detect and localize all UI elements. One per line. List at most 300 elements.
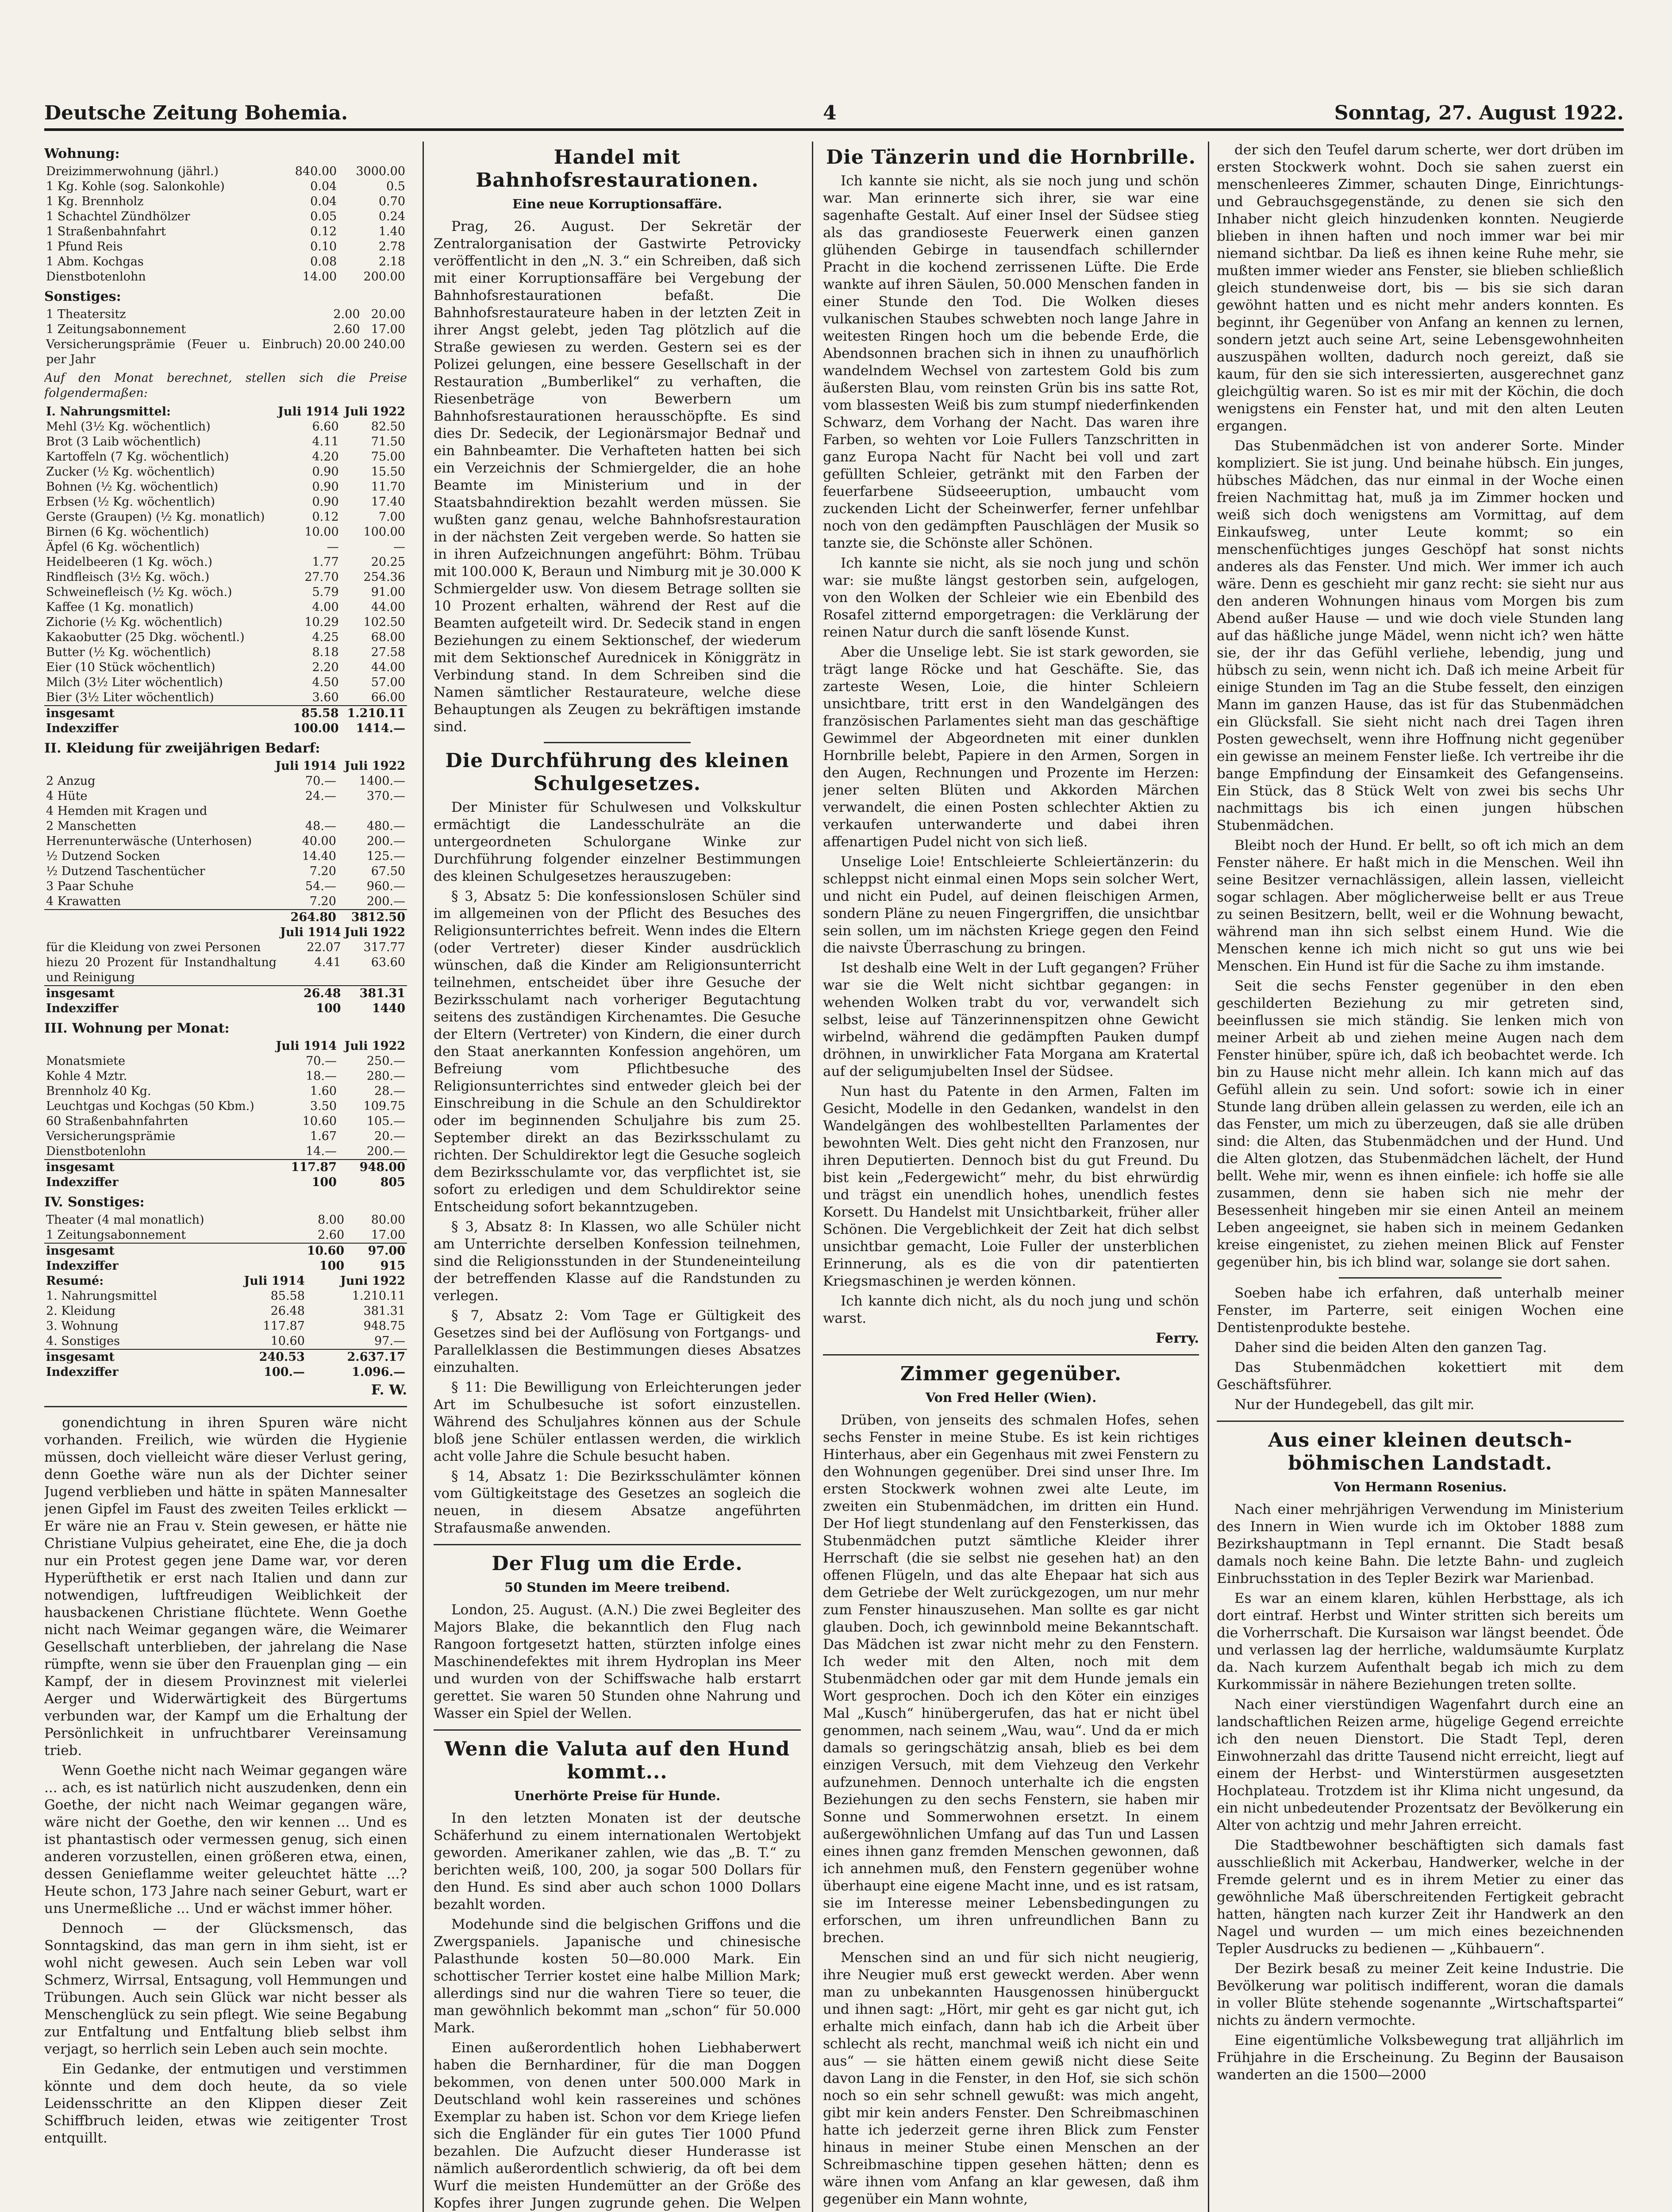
row-value: 20.25 [371,555,405,569]
row-label: 4 Hüte [46,789,88,803]
table-row [44,570,407,585]
paragraph: § 14, Absatz 1: Die Bezirksschulämter können vom Gültigkeitstage des Gesetzes an sogleich die neuen, in diesem Absatze angeführten Strafausmaße anwenden. [434,1468,801,1536]
article-body [44,1414,407,2147]
table-row [44,224,407,239]
table-row [44,940,407,955]
column-header: Juli 1922 [344,1039,405,1053]
row-value: 102.50 [363,615,405,629]
row-value: 27.70 [304,570,339,584]
paragraph: Daher sind die beiden Alten den ganzen Tag. [1234,1340,1547,1356]
table-row [44,209,407,224]
row-value: 254.36 [363,570,405,584]
row-value: 840.00 [295,165,337,178]
column-header: Juli 1922 [344,405,405,419]
row-label: für die Kleidung von zwei Personen [46,941,261,954]
headline: Zimmer gegenüber. [900,1363,1122,1385]
table-note: Auf den Monat berechnet, stellen sich die Preise folgendermaßen: [44,371,407,400]
row-value: 200.00 [363,270,405,284]
table-row [44,510,407,525]
row-value: 200.— [366,834,405,848]
paragraph: Drüben, von jenseits des schmalen Hofes, sehen sechs Fenster in meine Stube. Es ist kein richtiges Hinterhaus, aber ein Gegenhaus mit zwei Fenstern zu den Wohnungen gegenüber. Drei sind unser Ihre. Im ersten Stockwerk wohnen zwei alte Leute, im zweiten ein Stubenmädchen, im dritten ein Hund. Der Hof liegt stundenlang auf den Fensterkissen, das Stubenmädchen putzt sämtliche Kleider ihrer Herrschaft (die sie selbst nie gesehen hat) an den offenen Flügeln, und das alte Ehepaar hat sich aus dem Getriebe der Welt zurückgezogen, um nur mehr zum Fenster hinauszusehen. Man sollte es gar nicht glauben. Doch, ich gewinnbold meine Bekanntschaft. Das Mädchen ist zwar nicht mehr zu den Fenstern. Ich weder mit den Alten, noch mit dem Stubenmädchen oder gar mit dem Hunde jemals ein Wort gesprochen. Doch ich den Köter ein einziges Mal „Kusch“ hinübergerufen, das hat er nicht übel genommen, nach seinem „Wau, wau“. Und da er mich damals so geringschätzig ansah, blieb es bei dem einzigen Versuch, mit dem Viehzeug den Verkehr aufzunehmen. Dennoch unterhalte ich die engsten Beziehungen zu den sechs Fenstern, sie haben mir Sonne und Sommerwohnen ersetzt. In einem außergewöhnlichen Umfang auf das Tun und Lassen eines ihnen ganz fremden Menschen gewonnen, daß ich annehmen muß, den Fenstern gegenüber wohne überhaupt eine eigene Macht inne, und es ist ratsam, sie im Interesse meiner Lebensbedingungen zu erforschen, um ihren unfreundlichen Bann zu brechen. [823,1412,1199,1946]
row-value: 20.00 [326,338,360,351]
column-divider [812,142,813,2212]
row-label: 1 Zeitungsabonnement [46,1228,186,1242]
article-body [1217,142,1624,1271]
table-header-row [44,1039,407,1054]
row-value: 4.41 [314,956,341,969]
row-value: 381.31 [363,1304,405,1318]
paragraph: Einen außerordentlich hohen Liebhaberwert haben die Bernhardiner, für die man Doggen bekommen, von denen unter 500.000 Mark in Deutschland wohl kein rassereines und schönes Exemplar zu haben ist. Schon vor dem Kriege liefen sich die Engländer für ein gutes Tier 1000 Pfund bezahlen. Die Aufzucht dieser Hunderasse ist nämlich außerordentlich schwierig, da oft bei dem Wurf die meisten Hundemütter an der Größe des Kopfes ihrer Jungen zugrunde gehen. Die Welpen [434,2040,801,2211]
column-header: Juli 1914 [276,1039,337,1053]
table-row [44,879,407,894]
row-label: Gerste (Graupen) (½ Kg. monatlich) [46,510,265,524]
price-table [44,759,407,925]
table-row [44,555,407,570]
row-label: 1 Zeitungsabonnement [46,323,186,336]
row-value: 100 [311,1175,337,1189]
row-value: 317.77 [363,941,405,954]
row-value: 70.— [305,774,336,788]
column-3 [823,142,1199,2212]
row-value: 20.— [374,1129,405,1143]
row-value: 97.— [374,1334,405,1348]
table-row [44,1259,407,1274]
row-value: 280.— [366,1069,405,1083]
row-label: Indexziffer [46,1175,119,1189]
subheadline: Eine neue Korruptionsaffäre. [512,196,723,211]
paragraph: Bleibt noch der Hund. Er bellt, so oft ich mich an dem Fenster nähere. Er haßt mich in die Menschen. Weil ihn seine Besitzer vernachlässigen, allein lassen, vielleicht sogar schlagen. Aber möglicherweise bellt er aus Treue zu seinen Besitzern, bellt, weil er die Wohnung bewacht, während man ihn sich selbst einem Hund. Wie die Menschen kenne ich mich nicht so gut uns wie bei Menschen. Ein Hund ist für die Sache zu ihm imstande. [1217,837,1624,974]
row-label: Dienstbotenlohn [46,1144,146,1158]
headline: Handel mit Bahnhofsrestaurationen. [476,146,759,192]
price-table [44,404,407,736]
table-row [44,465,407,480]
row-label: insgesamt [44,706,274,721]
row-value: 63.60 [371,956,405,969]
byline: Von Fred Heller (Wien). [925,1390,1097,1405]
table-header-row [44,759,407,774]
row-value: 0.12 [312,510,339,524]
row-value: 200.— [366,895,405,908]
row-value: 1414.— [356,722,405,735]
table-row [44,269,407,284]
row-label: Indexziffer [46,1365,119,1379]
article-body [434,218,801,736]
row-value: 117.87 [270,1160,338,1175]
row-label: Kakaobutter (25 Dkg. wöchentl.) [46,630,245,644]
row-value: 1400.— [359,774,405,788]
paragraph: Ich kannte sie nicht, als sie noch jung und schön war. Man erinnerte sich ihrer, sie war eine sagenhafte Gestalt. Auf einer Insel der Südsee stieg als das grandioseste Feuerwerk einen ganzen glühenden Gebirge in tausendfach schillernder Pracht in die kochend zerrissenen Lüfte. Die Erde wankte auf ihren Säulen, 50.000 Menschen fanden in einer Stunde den Tod. Die Wolken dieses vulkanischen Staubes schwebten noch lange Jahre in weitesten Ringen hoch um die bebende Erde, die Abendsonnen brachen sich in ihnen zu unaufhörlich wandelndem Wechsel von zartestem Gold bis zum äußersten Blau, vom reinsten Grün bis ins satte Rot, vom blassesten Weiß bis zum stumpf niederfinkenden Schwarz, dem Vorhang der Nacht. Das waren ihre Farben, so wehten vor Loie Fullers Tanzschritten in ganz Europa Nacht für Nacht bei voll und zart gefüllten Schleier, getränkt mit den Farben der feuerfarbene Südseeeruption, umbaucht vom zuckenden Licht der Scheinwerfer, ferner unfehlbar noch von den gedämpften Pauschlägen der Musik so tanzte sie, die Schönste aller Schönen. [823,173,1199,551]
paragraph: Nur der Hundegebell, das gilt mir. [1234,1397,1475,1413]
headline: Die Durchführung des kleinen Schulgesetzes. [445,749,789,795]
row-label: Heidelbeeren (1 Kg. wöch.) [46,555,213,569]
row-value: 10.29 [304,615,339,629]
paragraph: Ein Gedanke, der entmutigen und verstimmen könnte und dem doch heute, da so viele Leidensschritte an den Klippen dieser Zeit Schiffbruch leiden, etwas wie zeitigenter Trost entquillt. [44,2061,407,2146]
row-label: 4 Hemden mit Kragen und [46,804,208,818]
paragraph: London, 25. August. (A.N.) Die zwei Begleiter des Majors Blake, die bekanntlich den Flug nach Rangoon fortgesetzt hatten, stürzten infolge eines Maschinendefektes mit ihrem Hydroplan ins Meer und wurden von der Schiffswache halb erstarrt gerettet. Sie waren 50 Stunden ohne Nahrung und Wasser ein Spiel der Wellen. [434,1602,801,1721]
row-value: 2.60 [318,1228,345,1242]
row-value: 0.05 [310,210,337,223]
column-divider [423,142,424,2212]
paragraph: Ich kannte sie nicht, als sie noch jung und schön war: sie mußte längst gestorben sein, aufgelogen, von den Wolken der Schleier wie ein Ebenbild des Rosafel zitternd emporgetragen: die Verklärung der reinen Natur durch die sanft lösende Kunst. [823,555,1199,640]
table-row [44,1365,407,1380]
row-label: Zucker (½ Kg. wöchentlich) [46,465,215,479]
row-value: 4.20 [312,450,339,464]
row-value: 100 [316,1002,341,1015]
row-value: 1.60 [310,1084,337,1098]
row-value: 44.00 [371,600,405,614]
row-label: Kartoffeln (7 Kg. wöchentlich) [46,450,229,464]
column-header: Juli 1914 [244,1274,305,1288]
table-row [44,630,407,645]
column-header: Juni 1922 [340,1274,405,1288]
row-value: 54.— [305,879,336,893]
row-label: Zichorie (½ Kg. wöchentlich) [46,615,223,629]
row-label [44,910,269,925]
row-value: 82.50 [371,420,405,434]
row-value: 5.79 [312,585,339,599]
row-value: 7.00 [378,510,405,524]
paragraph: Der Bezirk besaß zu meiner Zeit keine Industrie. Die Bevölkerung war politisch indifferent, woran die damals in voller Blüte stehende sogenannte „Wirtschaftspartei“ nichts zu ändern vermochte. [1217,1961,1624,2028]
row-value: 4.25 [312,630,339,644]
table-row [44,434,407,449]
paragraph: Ist deshalb eine Welt in der Luft gegangen? Früher war sie die Welt nicht sichtbar gegangen: in wehenden Wolken trabt du vor, verwandelt sich selbst, leise auf Tänzerinnenspitzen ohne Gewicht wirbelnd, während die gedämpften Pauken dumpf dröhnen, in unwirklicher Fata Morgana am Kratertal auf der seligumjubelten Insel der Südsee. [823,960,1199,1079]
paragraph: § 7, Absatz 2: Vom Tage er Gültigkeit des Gesetzes sind bei der Auflösung von Fortgangs- und Parallelklassen die Bestimmungen dieses Absatzes einzuhalten. [434,1308,801,1375]
table-row [44,1084,407,1099]
paragraph: Menschen sind an und für sich nicht neugierig, ihre Neugier muß erst geweckt werden. Aber wenn man zu unbekannten Hausgenossen hinüberguckt und ihnen sagt: „Hört, mir geht es gar nicht gut, ich erhalte mich einfach, dann hab ich die Arbeit über schlecht als recht, manchmal weiß ich nicht ein und aus“ — sie hätten einem gewiß nicht diese Seite davon Lang in die Fenster, in den Hof, sie sich schön noch so ein sehr schnell gewußt: was mich angeht, gibt mir kein anders Fenster. Den Schreibmaschinen hatte ich jederzeit gerne ihren Blick zum Fenster hinaus in meiner Stube einen Menschen an der Schreibmaschine tippen gesehen hätten; denn es wäre ihnen vom Anfang an klar gewesen, daß ihm gegenüber ein Mann wohnte, [823,1950,1199,2207]
table-row [44,706,407,721]
row-label: 60 Straßenbahnfahrten [46,1114,188,1128]
paragraph: der sich den Teufel darum scherte, wer dort drüben im ersten Stockwerk wohnt. Doch sie sahen zuerst ein menschenleeres Zimmer, schauten Dinge, Einrichtungs- und Gebrauchsgegenstände, zu denen sie sich den Inhaber nicht gleich hinzudenken konnten. Neugierde blieben in ihnen haften und noch immer war bei mir niemand sichtbar. Da ließ es ihnen keine Ruhe mehr, sie mußten immer wieder ans Fenster, sie blieben schließlich gleich stundenweise dort, bis — bis sie sich daran gewöhnt hatten und es nicht mehr anders konnten. Es beginnt, ihr Gegenüber von Anfang an kennen zu lernen, sondern jetzt auch seine Art, seine Lebensgewohnheiten auszuspähen wollten, dadurch noch gereizt, daß sie kaum, für den sie sich interessierten, ausgerechnet ganz gleichgültig waren. So ist es mir mit der Köchin, die doch wenigstens ein Fenster hat, und mit den alten Leuten ergangen. [1217,142,1624,434]
row-value: 3.50 [310,1099,337,1113]
row-value: 1.096.— [352,1365,405,1379]
byline: Von Hermann Rosenius. [1334,1479,1507,1494]
subheadline: Unerhörte Preise für Hunde. [514,1788,721,1803]
table-row [44,675,407,690]
paragraph: gonendichtung in ihren Spuren wäre nicht vorhanden. Freilich, wie würden die Hygienie müssen, doch vielleicht wäre dieser Verlust gering, denn Goethe wäre nun als der Dichter seiner Jugend verblieben und hätte in späten Mannesalter jenen Gipfel im Faust des zweiten Teiles erklickt — Er wäre nie an Frau v. Stein gewesen, er hätte nie Christiane Vulpius geheiratet, eine Ehe, die ja doch nur ein Protest gegen jene Dame war, vor deren Hyperüfthetik er erst nach Italien und dann zur notwendigen, luftfreudigen Weiblichkeit der hausbackenen Christiane flüchtete. Wenn Goethe nicht nach Weimar gegangen wäre, die Weimarer Gesellschaft unterblieben, der jahrelang die Nase rümpfte, wenn sie über den Frauenplan ging — ein Kampf, der in diesem Provinznest mit vielerlei Aerger und Widerwärtigkeit des Bürgertums verbunden war, der Kampf um die Erhaltung der Persönlichkeit in unfruchtbarer Vereinsamung trieb. [44,1415,407,1759]
row-value: 67.50 [371,864,405,878]
paragraph: Das Stubenmädchen ist von anderer Sorte. Minder kompliziert. Sie ist jung. Und beinahe hübsch. Ein junges, hübsches Mädchen, das nur einmal in der Woche einen freien Nachmittag hat, muß ja im Zimmer hocken und weiß sich doch wenigstens am Vormittag, auf dem Einkaufsweg, unter Leute kommt; so ein menschenfüchtiges junges Geschöpf hat sonst nichts anderes als das Fenster. Und mich. Wer immer ich auch wäre. Denn es geschieht mir ganz recht: sie sieht nur aus den anderen Wohnungen hinaus vom Morgen bis zum Abend außer Hause — und wie doch viele Stunden lang auf das häßliche junge Mädel, wenn nicht ich? wen hätte sie, der ihr das Gefühl verliehe, lebendig, jung und hübsch zu sein, wenn nicht ich. Daß ich meine Arbeit für einige Stunden im Tag an die Stube fesselt, den einzigen Mann im ganzen Hause, das ist für das Stubenmädchen ein Glücksfall. Sie sieht nicht nach drei Tagen ihren Posten gewechselt, wenn ihre Hoffnung nicht gegenüber ein gewisse an meinem Fenster ließe. Ich vertreibe ihr die bange Empfindung der Einsamkeit des Gefangenseins. Ein Stück, das 8 Stück Welt von zwei bis sechs Uhr nachmittags bis ich einen jungen hübschen Stubenmädchen. [1217,438,1624,833]
divider [434,1544,801,1545]
row-value: 1.210.11 [341,706,407,721]
row-label: Rindfleisch (3½ Kg. wöch.) [46,570,210,584]
row-value: 480.— [366,819,405,833]
row-value: 1.40 [378,225,405,238]
divider [823,1354,1199,1356]
row-value: 11.70 [371,480,405,494]
row-value: 0.08 [310,255,337,269]
column-header: Juli 1914 [280,926,341,939]
row-label: 1 Pfund Reis [46,240,123,253]
paragraph: Nun hast du Patente in den Armen, Falten im Gesicht, Modelle in den Gedanken, wandelst in den Wandelgängen des wohlbestellten Parlamentes der bewohnten Welt. Dies geht nicht den Franzosen, nur ihren Deputierten. Dennoch bist du gut Freund. Du bist kein „Federgewicht“ mehr, du bist ehrwürdig und trägst ein unendlich hohes, unendlich festes Korsett. Du Handelst mit Unsichtbarkeit, früher aller Schönen. Die Vergeblichkeit der Zeit hat dich selbst unsichtbar gemacht, Loie Fuller der unsterblichen Erinnerung, als es die von dir patentierten Kriegsmaschinen je werden können. [823,1083,1199,1289]
row-value: 91.00 [371,585,405,599]
row-label: Leuchtgas und Kochgas (50 Kbm.) [46,1099,254,1113]
row-value: 14.40 [302,849,336,863]
paragraph: § 11: Die Bewilligung von Erleichterungen jeder Art im Schulbesuche ist sofort einzustellen. Während des Schuljahres können aus der Schule bloß jene Schüler entlassen werden, die wirklich acht volle Jahre die Schule besucht haben. [434,1379,801,1464]
table-row [44,894,407,910]
article-body [434,799,801,1537]
row-label: Birnen (6 Kg. wöchentlich) [46,525,209,539]
row-value: 57.00 [371,676,405,689]
row-value: 948.00 [338,1160,407,1175]
row-value: 0.04 [310,180,337,193]
row-label: Bohnen (½ Kg. wöchentlich) [46,480,219,494]
row-value: 4.50 [312,676,339,689]
table-row [44,1334,407,1349]
table-section-title: IV. Sonstiges: [44,1194,145,1210]
table-section-title: Sonstiges: [44,289,121,304]
row-label: insgesamt [44,986,278,1001]
row-value: 117.87 [263,1319,305,1333]
row-value: 125.— [366,849,405,863]
table-row [44,1213,407,1228]
subheadline: 50 Stunden im Meere treibend. [504,1580,730,1595]
row-value: 28.— [374,1084,405,1098]
article-body [434,1810,801,2212]
paragraph: Dennoch — der Glücksmensch, das Sonntagskind, das man gern in ihm sieht, ist er wohl nicht gewesen. Auch sein Leben war voll Schmerz, Wirrsal, Entsagung, voll Hemmungen und Trübungen. Auch sein Glück war nicht besser als Menschenglück zu sein pflegt. Wie seine Begabung zur Entfaltung und Entfaltung blieb selbst ihm verjagt, so herrlich sein Leben auch sein mochte. [44,1920,407,2057]
section-title: Resumé: [46,1274,104,1288]
row-label: 2 Manschetten [46,819,137,833]
paragraph: Aber die Unselige lebt. Sie ist stark geworden, sie trägt lange Röcke und hat Geschäfte. Sie, das zarteste Wesen, Loie, die hinter Schleiern unsichtbare, tritt erst in den Wandelgängen des französischen Parlamentes sieht man das geschäftige Gewimmel der Abgeordneten mit einer dunklen Hornbrille belebt, Papiere in den Armen, Sorgen in den Augen, Rechnungen und Prozente im Herzen: jener selten Blüten und Akkorden Märchen verwandelt, die einen Posten schlechter Aktien zu verkaufen unterwanderte und dabei ihren affenartigen Pudel nicht von sich ließ. [823,644,1199,850]
table-row [44,525,407,540]
row-value: 370.— [366,789,405,803]
row-label: insgesamt [44,1243,285,1259]
table-row [44,910,407,925]
column-header: Juli 1914 [278,405,339,419]
paragraph: Die Stadtbewohner beschäftigten sich damals fast ausschließlich mit Ackerbau, Handwerker, welche in der Fremde gelernt und es in ihrem Metier zu einer das gewöhnliche Maß überschreitenden Fertigkeit gebracht hatten, hängten nach kurzer Zeit ihr Handwerk an den Nagel und wurden — um mich eines bezeichnenden Tepler Ausdrucks zu bedienen — „Kühbauern“. [1217,1837,1624,1957]
row-label: Kaffee (1 Kg. monatlich) [46,600,194,614]
row-value: 17.00 [371,1228,405,1242]
row-value: 3812.50 [338,910,407,925]
table-row [44,239,407,254]
paragraph: Modehunde sind die belgischen Griffons und die Zwergspaniels. Japanische und chinesische Palasthunde kosten 50—80.000 Mark. Ein schottischer Terrier kostet eine halbe Million Mark; allerdings sind nur die wahren Tiere so teuer, die man gewöhnlich bekommt man „schon“ für 50.000 Mark. [434,1916,801,2036]
table-row [44,585,407,600]
row-value: 100.— [264,1365,305,1379]
table-row [44,449,407,465]
table-row [44,645,407,660]
row-value: 0.90 [312,465,339,479]
paragraph: Soeben habe ich erfahren, daß unterhalb meiner Fenster, im Parterre, seit einigen Wochen eine Dentistenprodukte bestehe. [1217,1285,1624,1336]
row-label: 2. Kleidung [46,1304,116,1318]
table-row [44,1319,407,1334]
row-value: 960.— [366,879,405,893]
row-label: Monatsmiete [46,1054,126,1068]
headline: Der Flug um die Erde. [492,1552,743,1575]
row-value: 75.00 [371,450,405,464]
row-label: ½ Dutzend Socken [46,849,160,863]
row-value: — [327,540,339,554]
row-value [269,804,338,819]
table-row [44,864,407,879]
row-value: 15.50 [371,465,405,479]
table-header-row [44,404,407,419]
row-label: Versicherungsprämie [46,1129,176,1143]
row-value: 805 [380,1175,405,1189]
row-label: Erbsen (½ Kg. wöchentlich) [46,495,215,509]
divider [44,1406,407,1407]
paragraph: Das Stubenmädchen kokettiert mit dem Geschäftsführer. [1217,1359,1624,1393]
row-label: Dienstbotenlohn [46,270,146,284]
table-section-title: Wohnung: [44,146,120,161]
table-row [44,540,407,555]
table-row [44,804,407,819]
table-row [44,660,407,675]
table-row [44,194,407,209]
row-value: 1.210.11 [352,1289,405,1303]
table-row [44,789,407,804]
row-label: ½ Dutzend Taschentücher [46,864,205,878]
row-label: Milch (3½ Liter wöchentlich) [46,676,223,689]
row-value: 100 [319,1259,345,1273]
row-value: 240.53 [212,1349,307,1365]
article-body [823,173,1199,1327]
row-label: insgesamt [44,1349,212,1365]
divider [1339,1277,1502,1279]
table-row [44,1304,407,1319]
row-label: insgesamt [44,1160,270,1175]
divider [1217,1421,1624,1422]
row-label: Bier (3½ Liter wöchentlich) [46,691,214,704]
row-value: 109.75 [363,1099,405,1113]
headline: Die Tänzerin und die Hornbrille. [826,146,1196,169]
price-table [44,1039,407,1190]
row-value: 26.48 [270,1304,305,1318]
row-value: 4.11 [312,435,339,449]
paragraph: Eine eigentümliche Volksbewegung trat alljährlich im Frühjahre in die Erscheinung. Zu Beginn der Bausaison wanderten an die 1500—2000 [1217,2032,1624,2083]
column-header: Juli 1922 [344,759,405,773]
row-value: 10.60 [270,1334,305,1348]
row-value: 48.— [305,819,336,833]
row-value: 24.— [305,789,336,803]
headline: Wenn die Valuta auf den Hund kommt... [444,1738,790,1783]
table-row [44,164,407,179]
row-value: 0.10 [310,240,337,253]
table-row [44,307,407,322]
row-value: 381.31 [343,986,407,1001]
table-header-row [44,925,407,940]
row-value: 97.00 [346,1243,407,1259]
row-value: 6.60 [312,420,339,434]
table-row [44,615,407,630]
table-row [44,1228,407,1243]
row-label: Versicherungsprämie (Feuer u. Einbruch) per Jahr [46,338,323,366]
row-value: 17.00 [371,323,405,336]
row-value: 0.24 [378,210,405,223]
row-value: 200.— [366,1144,405,1158]
table-row [44,721,407,736]
row-value: 10.00 [304,525,339,539]
column-header: Juli 1914 [275,759,336,773]
row-value: 0.90 [312,495,339,509]
row-value: 100.00 [293,722,339,735]
row-value: 7.20 [309,895,336,908]
row-value: 70.— [306,1054,337,1068]
row-value: 4.00 [312,600,339,614]
article-body [1217,1501,1624,2084]
issue-date: Sonntag, 27. August 1922. [1334,102,1624,124]
table-row [44,774,407,789]
row-value: 264.80 [269,910,338,925]
row-value: 1.67 [310,1129,337,1143]
divider [544,742,691,743]
column-header: Juli 1922 [344,926,405,939]
table-row [44,1144,407,1160]
row-label: Indexziffer [46,722,119,735]
table-row [44,600,407,615]
divider [434,1729,801,1731]
row-value: 250.— [366,1054,405,1068]
column-divider [1208,142,1209,2212]
row-value: 1.77 [312,555,339,569]
table-section-title: II. Kleidung für zweijährigen Bedarf: [44,741,320,756]
table-row [44,955,407,986]
row-value: 10.60 [285,1243,346,1259]
table-row [44,986,407,1001]
row-value: 18.— [306,1069,337,1083]
table-row [44,1114,407,1129]
row-value: 14.00 [302,270,337,284]
paragraph: § 3, Absatz 8: In Klassen, wo alle Schüler nicht am Unterrichte derselben Konfession teilnehmen, sind die Religionsstunden in der Stundeneinteilung der betreffenden Klasse auf die Randstunden zu verlegen. [434,1219,801,1304]
row-value: 915 [380,1259,405,1273]
table-row [44,1175,407,1190]
paragraph: Wenn Goethe nicht nach Weimar gegangen wäre ... ach, es ist natürlich nicht auszudenken, denn ein Goethe, der nicht nach Weimar gegangen wäre, wäre nicht der Goethe, den wir kennen ... Und es ist phantastisch oder vermessen genug, sich einen anderen vorzustellen, einen größeren etwa, einen, dessen Genieflamme weiter geleuchtet hätte ...? Heute schon, 173 Jahre nach seiner Geburt, wart er uns Unermeßliche ... Und er wächst immer höher. [44,1763,407,1916]
paragraph: Nach einer mehrjährigen Verwendung im Ministerium des Innern in Wien wurde ich im Oktober 1888 zum Bezirkshauptmann in Tepl ernannt. Die Stadt besaß damals noch keine Bahn. Die letzte Bahn- und zugleich Einbruchsstation in des Tepler Bezirk war Marienbad. [1217,1502,1624,1586]
row-value: 80.00 [371,1213,405,1227]
paragraph: Seit die sechs Fenster gegenüber in den eben geschilderten Beziehung zu mir getreten sind, beeinflussen sie mich ständig. Sie lenken mich von meiner Arbeit ab und ziehen meine Augen nach dem Fenster hinüber, spüre ich, daß ich beobachtet werde. Ich bin zu Hause nicht mehr allein. Ich kann mich auf das Gefühl allein zu sein. Und sofort: sowie ich in einer Stunde lang drüben allein gelassen zu werden, eile ich an das Fenster, um mich zu überzeugen, daß sie alle drüben sind: die Alten, das Stubenmädchen und der Hund. Und die Alten glotzen, das Stubenmädchen lächelt, der Hund bellt. Wehe mir, wenn es ihnen einfiele: ich hoffe sie alle zusammen, denn sie haben sich nie mehr der Besessenheit hingeben mir sie einen Anteil an meinem Leben angeeignet, sie haben sich in meinem Gedanken kreise eingenistet, zu ziehen meinen Blick auf Fenster gegenüber hin, bis ich blind war, solange sie dort sahen. [1217,978,1624,1270]
paragraph: Unselige Loie! Entschleierte Schleiertänzerin: du schleppst nicht einmal einen Mops sein solcher Wert, und nicht ein Pudel, auf deinen fleischigen Armen, sondern Pläne zu neuen Fingergriffen, die unsichtbar sein sollen, um im nächsten Kriege gegen den Feind die naivste Überraschung zu bringen. [823,854,1199,956]
row-label: Indexziffer [46,1002,119,1015]
row-value: — [393,540,405,554]
table-row [44,419,407,434]
row-label: Butter (½ Kg. wöchentlich) [46,645,211,659]
table-row [44,1243,407,1259]
row-value: 40.00 [302,834,336,848]
paragraph: § 3, Absatz 5: Die konfessionslosen Schüler sind im allgemeinen von der Pflicht des Besuches des Religionsunterrichtes befreit. Wenn indes die Eltern (oder Vertreter) dieser Kinder ausdrücklich wünschen, daß die Kinder am Religionsunterricht teilnehmen, entscheidet über ihre Gesuche der Bezirksschulamt nach vorheriger Begutachtung seitens des zuständigen Kirchenamtes. Die Gesuche der Eltern (Vertreter) von Kindern, die einer durch den Staat anerkannten Konfession angehören, um Befreiung vom Pflichtbesuche des Religionsunterrichtes sind entweder gleich bei der Einschreibung in die Schule an den Schuldirektor oder im beginnenden Schuljahre bis zum 25. September direkt an das Bezirksschulamt zu richten. Der Schuldirektor legt die Gesuche sogleich dem Bezirksschulamte vor, das verpflichtet ist, sie sofort zu erledigen und dem Schuldirektor seine Entscheidung sofort bekanntzugeben. [434,888,801,1215]
row-value: 0.70 [378,195,405,208]
table-row [44,254,407,269]
table-row [44,495,407,510]
row-value: 240.00 [363,338,405,351]
row-value: 71.50 [371,435,405,449]
row-value: 105.— [366,1114,405,1128]
row-label: Indexziffer [46,1259,119,1273]
row-label: Brennholz 40 Kg. [46,1084,151,1098]
table-row [44,1289,407,1304]
row-value: 8.00 [318,1213,345,1227]
row-label: 3. Wohnung [46,1319,119,1333]
table-row [44,1069,407,1084]
table-row [44,690,407,706]
row-label: 4. Sonstiges [46,1334,120,1348]
row-value: 22.07 [307,941,341,954]
row-label: Äpfel (6 Kg. wöchentlich) [46,540,200,554]
table-row [44,337,407,367]
row-value: 85.58 [270,1289,305,1303]
row-value [338,804,407,819]
row-label: hiezu 20 Prozent für Instandhaltung und Reinigung [46,956,277,984]
row-value: 26.48 [278,986,342,1001]
row-value: 2.18 [378,255,405,269]
author-signature: Ferry. [1156,1330,1199,1346]
row-value: 85.58 [274,706,340,721]
row-label: 1 Kg. Brennholz [46,195,144,208]
row-value: 27.58 [371,645,405,659]
table-row [44,1054,407,1069]
table-row [44,1001,407,1016]
paragraph: In den letzten Monaten ist der deutsche Schäferhund zu einem internationalen Wertobjekt geworden. Amerikaner zahlen, wie das „B. T.“ zu berichten weiß, 100, 200, ja sogar 500 Dollars für den Hund. Es sind aber auch schon 1000 Dollars bezahlt worden. [434,1810,801,1912]
section-title: I. Nahrungsmittel: [46,405,171,419]
table-row [44,322,407,337]
row-label: 2 Anzug [46,774,96,788]
